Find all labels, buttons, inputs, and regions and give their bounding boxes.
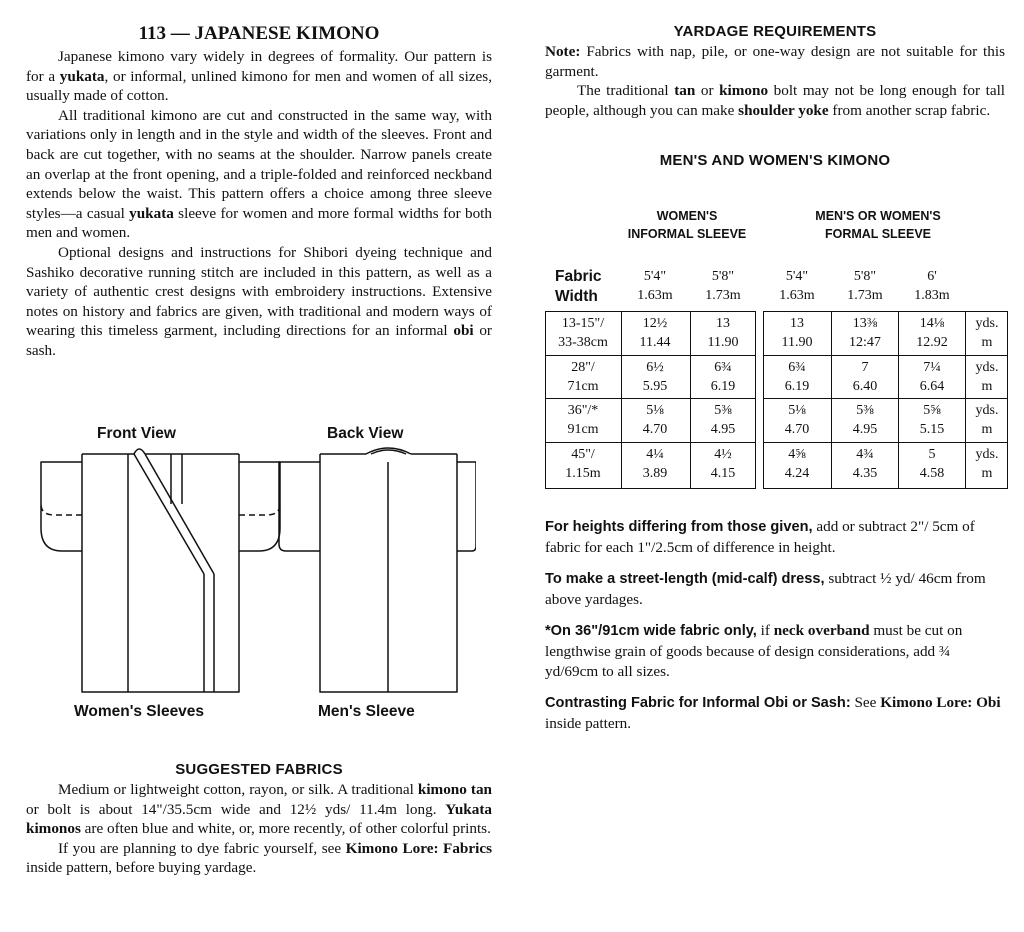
table-cell: 13 11.90 [707, 316, 739, 350]
column-header: 5'4" 1.63m [779, 269, 815, 303]
table-cell: 6½ 5.95 [642, 360, 668, 394]
table-cell: 5⅝ 5.15 [919, 403, 945, 437]
table-heading: MEN'S AND WOMEN'S KIMONO [659, 152, 891, 170]
womens-sleeves-label: Women's Sleeves [74, 703, 205, 720]
fabrics-paragraph-1: Medium or lightweight cotton, rayon, or silk. A traditional kimono tan or bolt is about 14"/35.5cm wide and 12½ yds/ 11.4m long. Yukata kimonos are often blue and white, or, more recently, of other colorful prints. [26, 781, 492, 838]
table-cell: 5⅛ 4.70 [784, 403, 810, 437]
table-cell: 13⅜ 12:47 [849, 316, 881, 350]
table-cell: 5⅛ 4.70 [642, 403, 668, 437]
yardage-table [545, 205, 1015, 495]
yardage-section [545, 22, 1005, 171]
page-title: 113 — JAPANESE KIMONO [138, 23, 380, 44]
row-fabric-width: 45"/ 1.15m [565, 447, 601, 481]
kimono-views [36, 424, 476, 724]
column-header: 5'4" 1.63m [637, 269, 673, 303]
intro-paragraph-3: Optional designs and instructions for Shibori dyeing technique and Sashiko decorative running stitch are included in this pattern, as well as a variety of authentic crest designs with embroidery instructions. Extensive notes on history and fabrics are given, with traditional and modern ways of wearing this timeless garment, including directions for an informal obi or sash. [26, 243, 492, 359]
table-cell: 5⅜ 4.95 [852, 403, 878, 437]
suggested-fabrics-heading: SUGGESTED FABRICS [175, 761, 343, 778]
note-heights: For heights differing from those given, add or subtract 2"/ 5cm of fabric for each 1"/2.5cm of difference in height. [545, 518, 975, 556]
intro-section [26, 22, 492, 361]
yardage-note: Note: Fabrics with nap, pile, or one-way design are not suitable for this garment. [545, 43, 1005, 80]
note-36-inch: *On 36"/91cm wide fabric only, if neck overband must be cut on lengthwise grain of goods because of design considerations, add ¾ yd/69cm to all sizes. [545, 622, 963, 680]
column-header: 5'8" 1.73m [705, 269, 741, 303]
unit-label: yds. m [975, 360, 999, 394]
table-cell: 4⅝ 4.24 [784, 447, 810, 481]
unit-label: yds. m [975, 447, 999, 481]
table-cell: 7¼ 6.64 [919, 360, 945, 394]
table-cell: 12½ 11.44 [639, 316, 671, 350]
yardage-paragraph: The traditional tan or kimono bolt may not be long enough for tall people, although you can make shoulder yoke from another scrap fabric. [545, 82, 1006, 119]
unit-label: yds. m [975, 403, 999, 437]
table-cell: 4¼ 3.89 [642, 447, 668, 481]
table-cell: 7 6.40 [852, 360, 878, 394]
table-cell: 4½ 4.15 [710, 447, 736, 481]
unit-label: yds. m [975, 316, 999, 350]
front-view-drawing [41, 449, 280, 692]
row-fabric-width: 28"/ 71cm [567, 360, 599, 394]
table-cell: 6¾ 6.19 [784, 360, 810, 394]
fabrics-paragraph-2: If you are planning to dye fabric yourself, see Kimono Lore: Fabrics inside pattern, before buying yardage. [26, 839, 492, 877]
table-cell: 13 11.90 [781, 316, 813, 350]
intro-paragraph-1: Japanese kimono vary widely in degrees of formality. Our pattern is for a yukata, or informal, unlined kimono for men and women of all sizes, usually made of cotton. [26, 48, 493, 105]
back-view-drawing [279, 448, 476, 692]
suggested-fabrics-section [26, 760, 492, 878]
note-street-length: To make a street-length (mid-calf) dress, subtract ½ yd/ 46cm from above yardages. [545, 570, 986, 608]
kimono-drawings [36, 424, 476, 724]
intro-paragraph-2: All traditional kimono are cut and constructed in the same way, with variations only in length and in the style and width of the sleeves. Front and back are cut together, with no seams at the shoulder. Narrow panels create an overlap at the front opening, and a triple-folded and reinforced neckband extends below the waist. This pattern offers a choice among three sleeve styles—a casual yukata sleeve for women and more formal widths for both men and women. [26, 106, 492, 242]
table-cell: 6¾ 6.19 [710, 360, 736, 394]
note-contrasting-fabric: Contrasting Fabric for Informal Obi or Sash: See Kimono Lore: Obi inside pattern. [545, 694, 1001, 732]
group-header-formal: MEN'S OR WOMEN'S FORMAL SLEEVE [815, 209, 941, 241]
column-header: 5'8" 1.73m [847, 269, 883, 303]
yardage-heading: YARDAGE REQUIREMENTS [673, 23, 877, 40]
front-view-label: Front View [97, 425, 176, 442]
row-fabric-width: 13-15"/ 33-38cm [558, 316, 608, 350]
table-cell: 5⅜ 4.95 [710, 403, 736, 437]
notes-section [545, 517, 1007, 745]
back-view-sleeve [457, 462, 476, 551]
table-cell: 14⅛ 12.92 [916, 316, 948, 350]
group-header-womens: WOMEN'S INFORMAL SLEEVE [627, 209, 747, 241]
table-cell: 5 4.58 [919, 447, 945, 481]
back-view-label: Back View [327, 425, 404, 442]
row-fabric-width: 36"/* 91cm [567, 403, 599, 437]
column-header: 6' 1.83m [914, 269, 950, 303]
fabric-width-label: Fabric Width [555, 268, 602, 305]
mens-sleeve-label: Men's Sleeve [318, 703, 415, 720]
table-cell: 4¾ 4.35 [852, 447, 878, 481]
